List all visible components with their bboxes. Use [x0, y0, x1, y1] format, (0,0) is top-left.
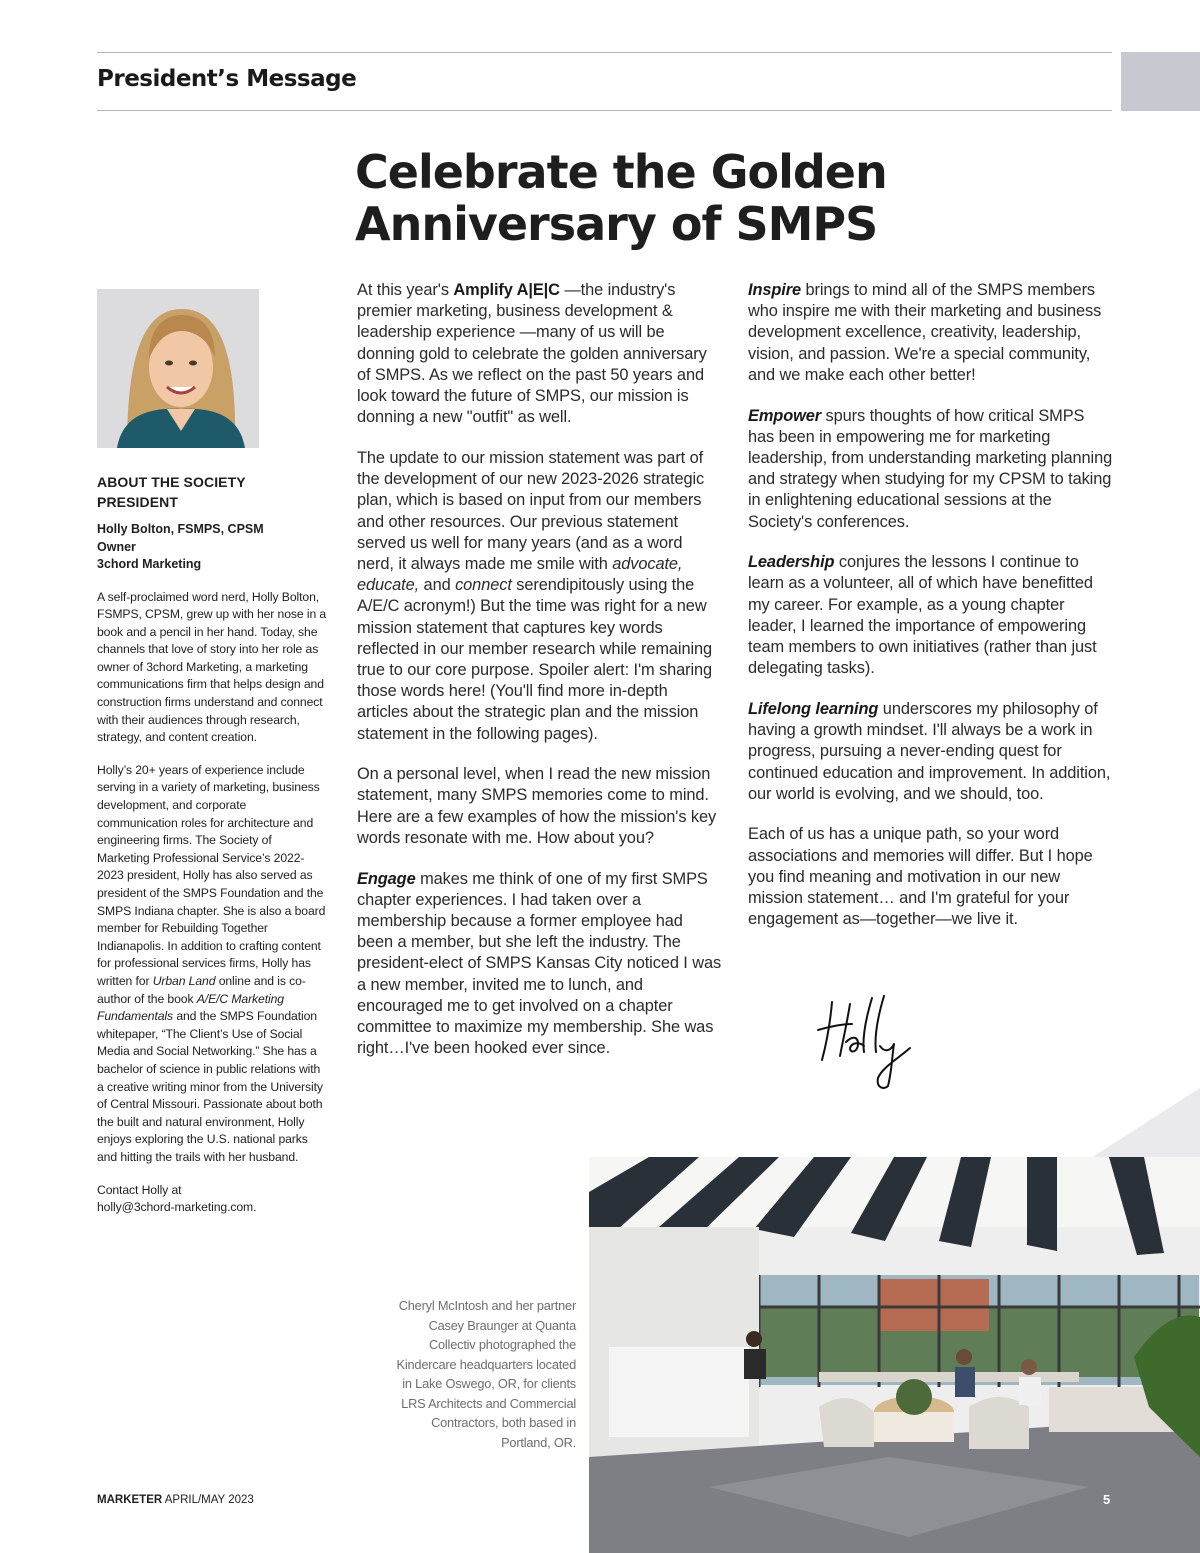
president-portrait: [97, 289, 259, 448]
body-text: makes me think of one of my first SMPS chapter experiences. I had taken over a membership because a former employee had been a member, but she left the industry. The president-elect of SMPS Kansas City noticed I was a new member, invited me to lunch, and encouraged me to get involved on a chapter committee to maximize my membership. She was right…I've been hooked ever since.: [357, 869, 722, 1058]
engage-paragraph: [357, 869, 722, 1060]
inspire-paragraph: [748, 280, 1113, 386]
contact-info: [97, 1182, 327, 1217]
article-headline: [355, 146, 1115, 250]
photo-caption: Cheryl McIntosh and her partner Casey Braunger at Quanta Collectiv photographed the Kindercare headquarters located in Lake Oswego, OR, for clients LRS Architects and Commercial Contractors, both based in Portland, OR.: [396, 1298, 576, 1450]
urban-land-title: Urban Land: [152, 973, 216, 988]
headline-line-2: Anniversary of SMPS: [355, 197, 878, 251]
emphasis-text: advocate, educate,: [357, 554, 683, 595]
header-bottom-rule: [97, 110, 1112, 111]
lifelong-learning-paragraph: [748, 699, 1113, 805]
bio-text: and the SMPS Foundation whitepaper, “The Client’s Use of Social Media and Social Networking.” She has a bachelor of science in public relations with a creative writing minor from the University of Central Missouri. Passionate about both the built and natural environment, Holly enjoys exploring the U.S. national parks and hitting the trails with her husband.: [97, 1009, 323, 1164]
president-credentials: [97, 521, 327, 574]
headline-line-1: Celebrate the Golden: [355, 145, 887, 199]
magazine-name: MARKETER: [97, 1494, 163, 1506]
empower-paragraph: [748, 406, 1113, 533]
president-name: Holly Bolton, FSMPS, CPSM: [97, 522, 264, 536]
article-paragraph: [357, 280, 722, 428]
bio-paragraph-1: A self-proclaimed word nerd, Holly Bolton, FSMPS, CPSM, grew up with her nose in a book and a pencil in her hand. Today, she channels that love of story into her role as owner of 3chord Marketing, a marketing communications firm that helps design and construction firms understand and connect with their audiences through research, strategy, and content creation.: [97, 589, 327, 745]
empower-keyword: Empower: [748, 406, 822, 425]
closing-paragraph: Each of us has a unique path, so your word associations and memories will differ. But I hope you find meaning and motivation in our new mission statement… and I'm grateful for your engagement as—together—we live it.: [748, 825, 1093, 929]
bio-text: online and is co-author of the book: [97, 973, 306, 1006]
leadership-paragraph: [748, 552, 1113, 679]
issue-date: APRIL/MAY 2023: [162, 1494, 254, 1506]
page-footer: [97, 1494, 254, 1506]
sidebar-heading-line-1: ABOUT THE SOCIETY: [97, 474, 246, 490]
body-text: conjures the lessons I continue to learn as a volunteer, all of which have benefitted my career. For example, as a young chapter leader, I learned the importance of empowering team members to own initiatives (rather than just delegating tasks).: [748, 553, 1097, 678]
body-text: serendipitously using the A/E/C acronym!) But the time was right for a new mission statement that captures key words reflected in our member research while remaining true to our core purpose. Spoiler alert: I'm sharing those words here! (You'll find more in-depth articles about the strategic plan and the mission statement in the following pages).: [357, 576, 713, 743]
president-company: 3chord Marketing: [97, 557, 202, 571]
leadership-keyword: Leadership: [748, 553, 835, 572]
engage-keyword: Engage: [357, 869, 416, 888]
contact-email-link[interactable]: holly@3chord-marketing.com.: [97, 1200, 257, 1215]
lifelong-learning-keyword: Lifelong learning: [748, 699, 879, 718]
emphasis-text: connect: [455, 576, 512, 595]
article-column-middle: [357, 280, 722, 1079]
president-sidebar: [97, 472, 327, 1217]
contact-label: Contact Holly at: [97, 1182, 182, 1197]
sidebar-heading: [97, 472, 327, 512]
article-paragraph: [357, 448, 722, 745]
body-text: The update to our mission statement was part of the development of our new 2023-2026 strategic plan, which is based on input from our members and other resources. Our previous statement served us well for many years (and as a word nerd, it always made me smile with: [357, 448, 705, 573]
body-text: spurs thoughts of how critical SMPS has been in empowering me for marketing leadership, from understanding marketing planning and strategy when studying for my CPSM to taking in enlightening educational sessions at the Society's conferences.: [748, 406, 1113, 531]
inspire-keyword: Inspire: [748, 281, 802, 299]
bio-text: Holly’s 20+ years of experience include serving in a variety of marketing, business development, and corporate communication roles for architecture and engineering firms. The Society of Marketing Professional Service’s 2022-2023 president, Holly has also served as president of the SMPS Foundation and the SMPS Indiana chapter. She is also a board member for Rebuilding Together Indianapolis. In addition to crafting content for professional services firms, Holly has written for: [97, 762, 326, 988]
page-number: 5: [1103, 1492, 1111, 1507]
body-text: and: [419, 576, 456, 595]
section-tab-marker: [1121, 52, 1200, 111]
header-top-rule: [97, 52, 1112, 53]
sidebar-heading-line-2: PRESIDENT: [97, 494, 179, 510]
body-text: —the industry's premier marketing, business development & leadership experience —many of us will be donning gold to celebrate the golden anniversary of SMPS. As we reflect on the past 50 years and look toward the future of SMPS, our mission is donning a new "outfit" as well.: [357, 281, 707, 427]
book-title: A/E/C Marketing Fundamentals: [97, 991, 284, 1024]
body-text: underscores my philosophy of having a growth mindset. I'll always be a work in progress, pursuing a never-ending quest for continued education and improvement. In addition, our world is evolving, and we should, too.: [748, 699, 1111, 803]
section-label: President’s Message: [97, 66, 357, 92]
article-column-right: [748, 280, 1113, 950]
president-title: Owner: [97, 539, 136, 554]
amplify-aec-term: Amplify A|E|C: [453, 281, 560, 299]
bio-paragraph-2: [97, 762, 327, 1167]
article-paragraph: On a personal level, when I read the new mission statement, many SMPS memories come to mind. Here are a few examples of how the mission's key words resonate with me. How about you?: [357, 765, 717, 847]
body-text: At this year's: [357, 281, 454, 299]
body-text: brings to mind all of the SMPS members who inspire me with their marketing and business development excellence, creativity, leadership, vision, and passion. We're a special community, and we make each other better!: [748, 281, 1102, 384]
handwritten-signature: [812, 990, 922, 1090]
